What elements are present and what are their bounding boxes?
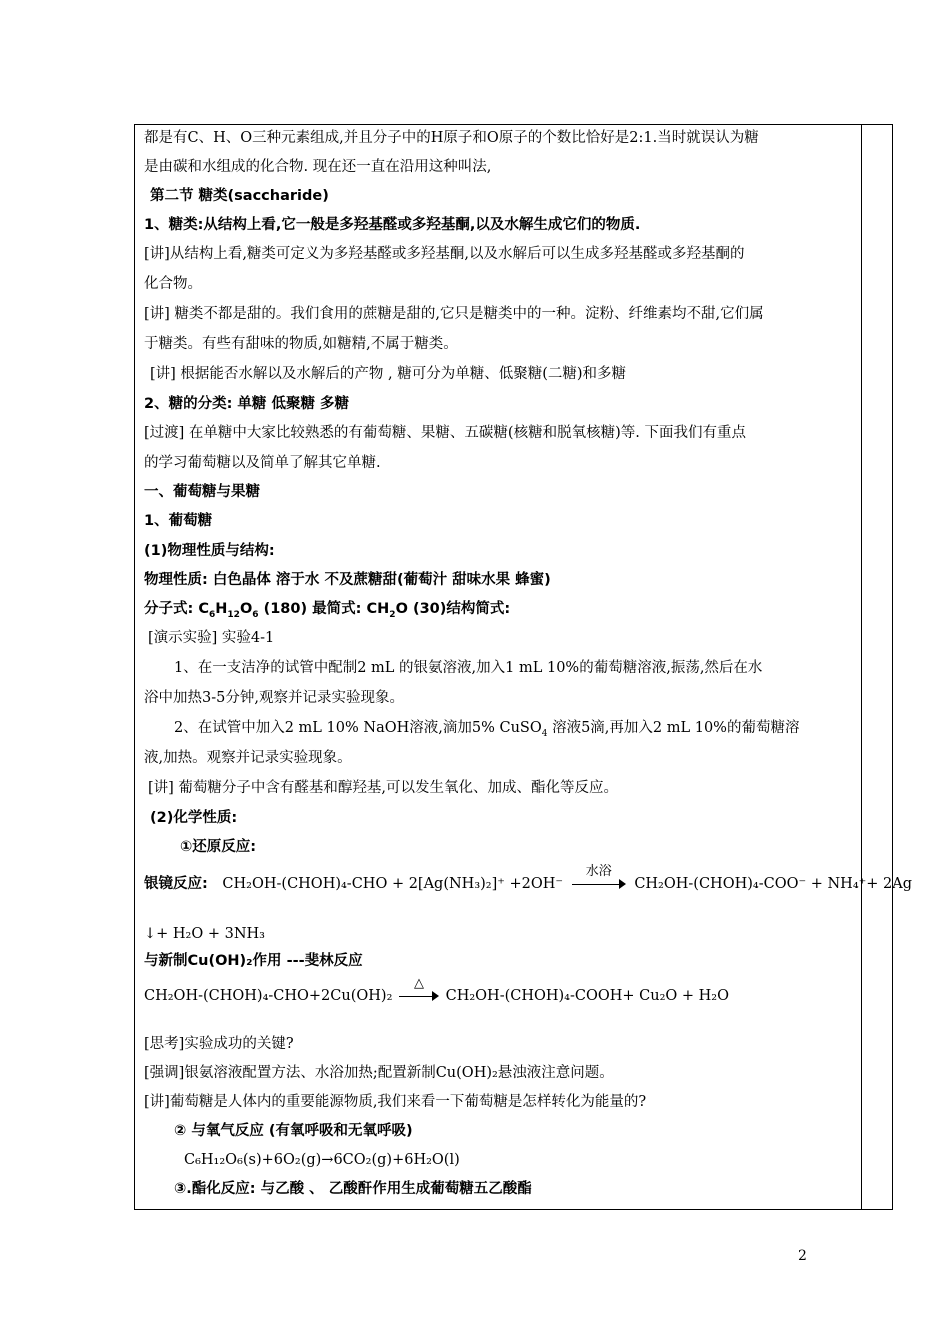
equation-right: CH₂OH-(CHOH)₄-COO⁻ + NH₄⁺+ 2Ag [634,876,913,892]
definition-line: 1、糖类:从结构上看,它一般是多羟基醛或多羟基酮,以及水解生成它们的物质. [144,217,641,233]
text-line: [过渡] 在单糖中大家比较熟悉的有葡萄糖、果糖、五碳糖(核糖和脱氧核糖)等. 下面我们有重点 [144,425,746,441]
subsection-heading: (2)化学性质: [150,810,238,826]
formula-o: O [395,601,408,617]
text-line: 液,加热。观察并记录实验现象。 [144,750,352,766]
exp2-sub: 4 [541,728,548,739]
text-line: 浴中加热3-5分钟,观察并记录实验现象。 [144,690,404,706]
formula-line [144,599,510,625]
exp2-text: 2、在试管中加入2 mL 10% NaOH溶液,滴加5% CuSO [174,720,542,736]
equation-continuation: ↓+ H₂O + 3NH₃ [144,926,265,942]
subsection-heading: 1、葡萄糖 [144,513,213,529]
subsection-heading: ①还原反应: [180,839,257,855]
text-line [144,1063,614,1083]
classification-line: 2、糖的分类: 单糖 低聚糖 多糖 [144,396,350,412]
text-line: 于糖类。有些有甜味的物质,如糖精,不属于糖类。 [144,336,458,352]
page-number: 2 [798,1248,807,1264]
fehling-heading: 与新制Cu(OH)₂作用 ---斐林反应 [144,953,363,969]
subsection-heading: ② 与氧气反应 (有氧呼吸和无氧呼吸) [174,1123,413,1139]
formula-sub: 12 [227,609,240,620]
oxidation-equation: C₆H₁₂O₆(s)+6O₂(g)→6CO₂(g)+6H₂O(l) [184,1152,460,1168]
text-line: [讲] 根据能否水解以及水解后的产物 , 糖可分为单糖、低聚糖(二糖)和多糖 [150,366,627,382]
subsection-heading: (1)物理性质与结构: [144,543,275,559]
section-heading: 第二节 糖类(saccharide) [150,188,329,204]
text-line: [讲]葡萄糖是人体内的重要能源物质,我们来看一下葡萄糖是怎样转化为能量的? [144,1094,647,1110]
text-line: 的学习葡萄糖以及简单了解其它单糖. [144,455,381,471]
text-line: [讲] 糖类不都是甜的。我们食用的蔗糖是甜的,它只是糖类中的一种。淀粉、纤维素均不甜,它们属 [144,306,764,322]
formula-sub: 2 [389,609,396,620]
silver-mirror-equation [144,864,913,894]
arrow-condition: △ [414,976,424,991]
subsection-heading: 一、葡萄糖与果糖 [144,484,260,500]
formula-sub: 6 [252,609,259,620]
text-line: [思考]实验成功的关键? [144,1036,294,1052]
silver-label: 银镜反应: [144,876,208,892]
fehling-equation [144,976,730,1006]
formula-tail: (30)结构简式: [407,601,511,617]
text-line: 化合物。 [144,276,202,292]
text-line: 1、在一支洁净的试管中配制2 mL 的银氨溶液,加入1 mL 10%的葡萄糖溶液,振荡,然后在水 [174,660,763,676]
formula-c: C [198,601,210,617]
text-line: 是由碳和水组成的化合物. 现在还一直在沿用这种叫法, [144,159,492,175]
equation-left: CH₂OH-(CHOH)₄-CHO+2Cu(OH)₂ [144,988,393,1004]
demo-heading: [演示实验] 实验4-1 [148,630,275,646]
arrow-condition: 水浴 [585,864,612,879]
formula-h: H [215,601,228,617]
formula-ch: CH [366,601,390,617]
emphasis-text: 银氨溶液配置方法、水浴加热;配置新制Cu(OH)₂悬浊液注意问题。 [184,1065,614,1081]
emphasis-tag: [强调] [144,1065,185,1081]
reaction-arrow [399,976,439,1006]
equation-right: CH₂OH-(CHOH)₄-COOH+ Cu₂O + H₂O [445,988,730,1004]
text-line [174,718,799,744]
text-line: 都是有C、H、O三种元素组成,并且分子中的H原子和O原子的个数比恰好是2:1.当时就误认为糖 [144,130,759,146]
property-line: 物理性质: 白色晶体 溶于水 不及蔗糖甜(葡萄汁 甜味水果 蜂蜜) [144,572,551,588]
subsection-heading: ③.酯化反应: 与乙酸 、 乙酸酐作用生成葡萄糖五乙酸酯 [174,1181,532,1197]
text-line: [讲] 葡萄糖分子中含有醛基和醇羟基,可以发生氧化、加成、酯化等反应。 [148,780,619,796]
text-line: [讲]从结构上看,糖类可定义为多羟基醛或多羟基酮,以及水解后可以生成多羟基醛或多羟基酮的 [144,246,745,262]
formula-sub: 6 [209,609,216,620]
equation-left: CH₂OH-(CHOH)₄-CHO + 2[Ag(NH₃)₂]⁺ +2OH⁻ [222,876,564,892]
exp2-text: 溶液5滴,再加入2 mL 10%的葡萄糖溶 [547,720,800,736]
table-column-divider [861,125,862,1209]
formula-label: 分子式: [144,601,199,617]
reaction-arrow [572,864,626,894]
formula-o: O [239,601,253,617]
formula-mass: (180) 最简式: [258,601,367,617]
